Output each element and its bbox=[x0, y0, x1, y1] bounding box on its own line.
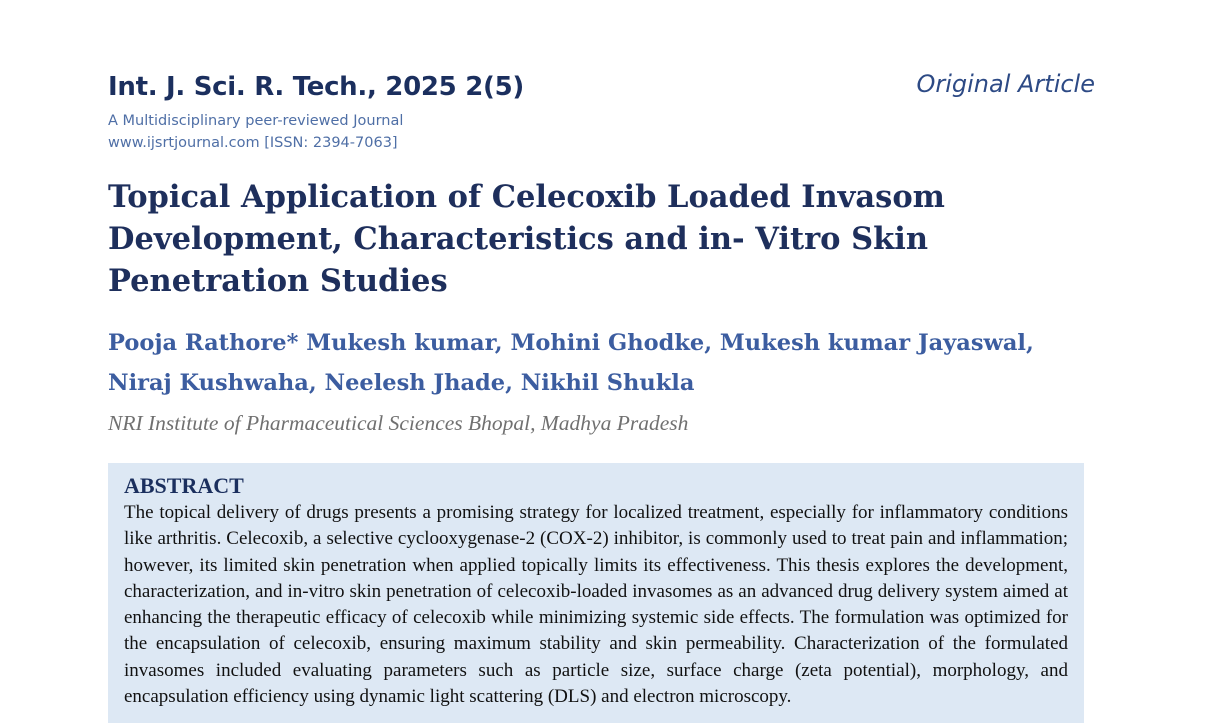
author-affiliation: NRI Institute of Pharmaceutical Sciences Bhopal, Madhya Pradesh bbox=[108, 411, 689, 435]
journal-tagline: A Multidisciplinary peer-reviewed Journal bbox=[108, 113, 404, 129]
abstract-box bbox=[108, 463, 1084, 723]
article-type-label: Original Article bbox=[916, 70, 1095, 98]
journal-title: Int. J. Sci. R. Tech., 2025 2(5) bbox=[108, 72, 524, 102]
journal-website: www.ijsrtjournal.com [ISSN: 2394-7063] bbox=[108, 135, 398, 151]
abstract-heading: ABSTRACT bbox=[124, 473, 244, 498]
author-list: Pooja Rathore* Mukesh kumar, Mohini Ghodke, Mukesh kumar Jayaswal, Niraj Kushwaha, Neelesh Jhade, Nikhil Shukla bbox=[108, 330, 1034, 396]
abstract-text: The topical delivery of drugs presents a promising strategy for localized treatment, especially for inflammatory conditions like arthritis. Celecoxib, a selective cyclooxygenase-2 (COX-2) inhibitor, is commonly used to treat pain and inflammation; however, its limited skin penetration when applied topically limits its effectiveness. This thesis explores the development, characterization, and in-vitro skin penetration of celecoxib-loaded invasomes as an advanced drug delivery system aimed at enhancing the therapeutic efficacy of celecoxib while minimizing systemic side effects. The formulation was optimized for the encapsulation of celecoxib, ensuring maximum stability and skin permeability. Characterization of the formulated invasomes included evaluating parameters such as particle size, surface charge (zeta potential), morphology, and encapsulation efficiency using dynamic light scattering (DLS) and electron microscopy. bbox=[124, 502, 1068, 708]
paper-title: Topical Application of Celecoxib Loaded Invasom Development, Characteristics and in- Vitro Skin Penetration Studies bbox=[108, 179, 945, 299]
